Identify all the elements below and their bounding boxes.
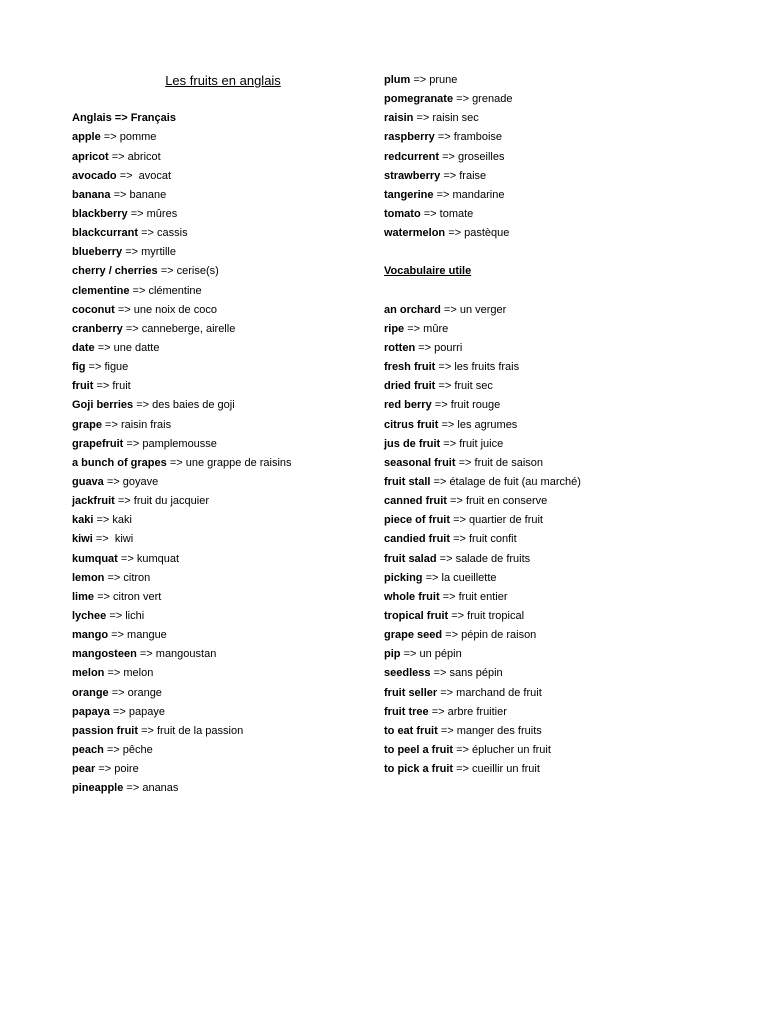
english-term: jus de fruit: [384, 437, 441, 450]
english-term: grape seed: [384, 629, 443, 642]
arrow-separator: =>: [95, 533, 109, 546]
english-term: tomato: [384, 207, 421, 220]
arrow-separator: =>: [425, 571, 439, 584]
list-item: [384, 492, 714, 511]
french-translation: ananas: [142, 782, 179, 795]
arrow-separator: =>: [443, 303, 457, 316]
english-term: fruit salad: [384, 552, 437, 565]
arrow-separator: =>: [456, 93, 469, 106]
french-translation: les fruits frais: [454, 361, 520, 374]
fruit-list-continued: [384, 71, 714, 243]
arrow-separator: =>: [107, 571, 121, 584]
arrow-separator: =>: [111, 150, 125, 163]
arrow-separator: =>: [96, 514, 110, 527]
list-item: [72, 301, 372, 320]
arrow-separator: =>: [423, 207, 437, 220]
arrow-separator: =>: [132, 284, 146, 297]
list-item: [72, 664, 372, 683]
french-translation: orange: [127, 686, 162, 699]
english-term: ripe: [384, 322, 405, 335]
list-item: [72, 205, 372, 224]
list-item: [72, 607, 372, 626]
english-term: pear: [72, 763, 96, 776]
arrow-separator: =>: [169, 456, 183, 469]
english-term: avocado: [72, 169, 117, 182]
arrow-separator: =>: [105, 418, 118, 431]
fruit-list: [72, 128, 372, 798]
list-item: [72, 243, 372, 262]
list-item: [384, 435, 714, 454]
spacer: [384, 243, 714, 262]
english-term: date: [72, 341, 95, 354]
list-item: [384, 454, 714, 473]
list-item: [72, 148, 372, 167]
french-translation: lichi: [125, 609, 145, 622]
arrow-separator: =>: [453, 533, 466, 546]
list-item: [384, 339, 714, 358]
arrow-separator: =>: [125, 246, 139, 259]
arrow-separator: =>: [403, 648, 417, 661]
french-translation: mangoustan: [155, 648, 217, 661]
english-term: jackfruit: [72, 495, 115, 508]
list-item: [384, 205, 714, 224]
arrow-separator: =>: [136, 399, 150, 412]
list-item: [72, 511, 372, 530]
arrow-separator: =>: [440, 686, 454, 699]
french-translation: éplucher un fruit: [472, 743, 551, 756]
french-translation: fruit: [112, 380, 131, 393]
english-term: to eat fruit: [384, 724, 438, 737]
english-term: rotten: [384, 341, 416, 354]
english-term: redcurrent: [384, 150, 440, 163]
french-translation: pastèque: [464, 227, 510, 240]
english-term: blueberry: [72, 246, 123, 259]
list-item: [72, 358, 372, 377]
french-translation: arbre fruitier: [447, 705, 507, 718]
english-term: seedless: [384, 667, 431, 680]
french-translation: salade de fruits: [455, 552, 531, 565]
english-term: banana: [72, 188, 111, 201]
english-term: plum: [384, 74, 411, 86]
list-item: [72, 186, 372, 205]
french-translation: fruit de saison: [474, 456, 543, 469]
arrow-separator: =>: [439, 552, 453, 565]
spacer: [72, 90, 372, 109]
list-item: [384, 301, 714, 320]
english-term: blackberry: [72, 207, 128, 220]
arrow-separator: =>: [111, 629, 124, 642]
english-term: coconut: [72, 303, 115, 316]
english-term: kiwi: [72, 533, 93, 546]
arrow-separator: =>: [438, 361, 452, 374]
english-term: lemon: [72, 571, 105, 584]
english-term: red berry: [384, 399, 432, 412]
english-term: citrus fruit: [384, 418, 439, 431]
list-item: [384, 550, 714, 569]
arrow-separator: =>: [107, 667, 121, 680]
french-translation: les agrumes: [457, 418, 518, 431]
french-translation: banane: [129, 188, 167, 201]
english-term: fig: [72, 361, 86, 374]
arrow-separator: =>: [458, 456, 472, 469]
french-translation: marchand de fruit: [456, 686, 542, 699]
english-term: mangosteen: [72, 648, 137, 661]
arrow-separator: =>: [456, 763, 469, 776]
list-item: [384, 224, 714, 243]
list-item: [72, 128, 372, 147]
arrow-separator: =>: [434, 399, 448, 412]
french-translation: mûres: [146, 207, 178, 220]
french-translation: fruit du jacquier: [133, 495, 209, 508]
french-translation: cueillir un fruit: [472, 763, 540, 776]
english-term: watermelon: [384, 227, 446, 240]
list-item: [384, 396, 714, 415]
arrow-separator: =>: [413, 74, 427, 86]
english-term: blackcurrant: [72, 227, 139, 240]
list-item: [72, 416, 372, 435]
english-term: fresh fruit: [384, 361, 436, 374]
french-translation: kumquat: [136, 552, 180, 565]
english-term: orange: [72, 686, 109, 699]
english-term: peach: [72, 743, 104, 756]
french-translation: fruit juice: [459, 437, 504, 450]
french-translation: mangue: [127, 629, 167, 642]
english-term: tropical fruit: [384, 609, 449, 622]
english-term: papaya: [72, 705, 110, 718]
spacer: [384, 282, 714, 301]
arrow-separator: =>: [120, 552, 134, 565]
list-item: [72, 760, 372, 779]
arrow-separator: =>: [436, 188, 450, 201]
french-translation: fruit en conserve: [465, 495, 548, 508]
arrow-separator: =>: [448, 227, 462, 240]
list-item: [384, 186, 714, 205]
english-term: a bunch of grapes: [72, 456, 167, 469]
list-item: [384, 109, 714, 128]
english-term: strawberry: [384, 169, 441, 182]
arrow-separator: =>: [433, 475, 447, 488]
list-item: [72, 569, 372, 588]
arrow-separator: =>: [442, 590, 456, 603]
arrow-separator: =>: [433, 667, 447, 680]
french-translation: pomme: [119, 131, 157, 144]
arrow-separator: =>: [111, 686, 125, 699]
french-translation: grenade: [472, 93, 513, 106]
french-translation: cerise(s): [176, 265, 219, 278]
list-item: [384, 569, 714, 588]
english-term: fruit seller: [384, 686, 438, 699]
page-title: Les fruits en anglais: [165, 73, 281, 88]
english-term: apricot: [72, 150, 109, 163]
list-item: [72, 703, 372, 722]
arrow-separator: =>: [431, 705, 445, 718]
list-item: [384, 167, 714, 186]
arrow-separator: =>: [443, 437, 457, 450]
left-column: [72, 71, 372, 798]
list-item: [72, 492, 372, 511]
list-item: [384, 320, 714, 339]
list-item: [384, 128, 714, 147]
french-translation: fraise: [459, 169, 487, 182]
list-item: [384, 358, 714, 377]
arrow-separator: =>: [103, 131, 117, 144]
arrow-separator: =>: [438, 380, 452, 393]
list-item: [72, 645, 372, 664]
english-term: mango: [72, 629, 109, 642]
english-term: Goji berries: [72, 399, 134, 412]
english-term: melon: [72, 667, 105, 680]
list-item: [72, 454, 372, 473]
list-item: [384, 71, 714, 90]
column-header: Anglais => Français: [72, 112, 176, 125]
list-item: [384, 511, 714, 530]
french-translation: raisin frais: [120, 418, 172, 431]
arrow-separator: =>: [456, 743, 469, 756]
list-item: [72, 741, 372, 760]
english-term: dried fruit: [384, 380, 436, 393]
english-term: an orchard: [384, 303, 441, 316]
french-translation: citron vert: [113, 590, 162, 603]
english-term: picking: [384, 571, 423, 584]
english-term: whole fruit: [384, 590, 440, 603]
list-item: [72, 626, 372, 645]
list-item: [384, 588, 714, 607]
french-translation: myrtille: [141, 246, 176, 259]
french-translation: papaye: [128, 705, 165, 718]
french-translation: sans pépin: [449, 667, 503, 680]
french-translation: citron: [123, 571, 151, 584]
english-term: pineapple: [72, 782, 124, 795]
french-translation: une grappe de raisins: [185, 456, 292, 469]
english-term: fruit: [72, 380, 94, 393]
english-term: clementine: [72, 284, 130, 297]
list-item: [72, 722, 372, 741]
french-translation: poire: [114, 763, 139, 776]
english-term: candied fruit: [384, 533, 451, 546]
french-translation: melon: [123, 667, 154, 680]
list-item: [72, 377, 372, 396]
list-item: [72, 530, 372, 549]
english-term: tangerine: [384, 188, 434, 201]
list-item: [384, 741, 714, 760]
arrow-separator: =>: [440, 724, 454, 737]
arrow-separator: =>: [445, 629, 459, 642]
arrow-separator: =>: [125, 322, 139, 335]
arrow-separator: =>: [113, 188, 127, 201]
french-translation: pamplemousse: [142, 437, 217, 450]
french-translation: figue: [104, 361, 129, 374]
english-term: to peel a fruit: [384, 743, 454, 756]
french-translation: fruit tropical: [467, 609, 525, 622]
french-translation: un pépin: [419, 648, 462, 661]
english-term: grape: [72, 418, 102, 431]
french-translation: abricot: [127, 150, 161, 163]
right-column: [384, 71, 714, 779]
vocab-heading: Vocabulaire utile: [384, 265, 472, 278]
list-item: [384, 530, 714, 549]
english-term: pomegranate: [384, 93, 454, 106]
french-translation: pépin de raison: [461, 629, 537, 642]
list-item: [72, 167, 372, 186]
list-item: [384, 377, 714, 396]
french-translation: fruit sec: [454, 380, 493, 393]
arrow-separator: =>: [109, 609, 123, 622]
arrow-separator: =>: [98, 763, 112, 776]
arrow-separator: =>: [450, 495, 463, 508]
french-translation: fruit entier: [458, 590, 508, 603]
list-item: [72, 224, 372, 243]
list-item: [72, 435, 372, 454]
arrow-separator: =>: [119, 169, 133, 182]
list-item: [72, 396, 372, 415]
french-translation: canneberge, airelle: [141, 322, 236, 335]
french-translation: kiwi: [111, 533, 134, 546]
french-translation: groseilles: [458, 150, 505, 163]
list-item: [72, 550, 372, 569]
english-term: to pick a fruit: [384, 763, 454, 776]
arrow-separator: =>: [88, 361, 102, 374]
english-term: guava: [72, 475, 104, 488]
french-translation: clémentine: [148, 284, 202, 297]
list-item: [384, 703, 714, 722]
french-translation: une noix de coco: [133, 303, 217, 316]
english-term: raisin: [384, 112, 414, 125]
list-item: [72, 320, 372, 339]
list-item: [384, 760, 714, 779]
french-translation: pêche: [122, 743, 153, 756]
list-item: [384, 607, 714, 626]
french-translation: mandarine: [452, 188, 505, 201]
list-item: [384, 626, 714, 645]
arrow-separator: =>: [106, 743, 120, 756]
arrow-separator: =>: [442, 150, 455, 163]
french-translation: avocat: [135, 169, 172, 182]
list-item: [72, 779, 372, 798]
french-translation: goyave: [122, 475, 159, 488]
english-term: lime: [72, 590, 95, 603]
english-term: pip: [384, 648, 401, 661]
arrow-separator: =>: [443, 169, 457, 182]
arrow-separator: =>: [141, 227, 154, 240]
arrow-separator: =>: [160, 265, 174, 278]
arrow-separator: =>: [416, 112, 430, 125]
list-item: [72, 473, 372, 492]
french-translation: des baies de goji: [152, 399, 235, 412]
arrow-separator: =>: [407, 322, 421, 335]
french-translation: raisin sec: [432, 112, 479, 125]
french-translation: prune: [429, 74, 458, 86]
list-item: [384, 416, 714, 435]
french-translation: quartier de fruit: [469, 514, 543, 527]
list-item: [384, 645, 714, 664]
english-term: lychee: [72, 609, 107, 622]
french-translation: une datte: [113, 341, 160, 354]
arrow-separator: =>: [126, 437, 140, 450]
french-translation: framboise: [453, 131, 503, 144]
list-item: [384, 473, 714, 492]
list-item: [72, 262, 372, 281]
french-translation: tomate: [439, 207, 474, 220]
french-translation: la cueillette: [441, 571, 497, 584]
arrow-separator: =>: [453, 514, 466, 527]
english-term: raspberry: [384, 131, 435, 144]
arrow-separator: =>: [106, 475, 120, 488]
arrow-separator: =>: [126, 782, 140, 795]
french-translation: étalage de fuit (au marché): [449, 475, 581, 488]
french-translation: cassis: [157, 227, 188, 240]
english-term: kaki: [72, 514, 94, 527]
arrow-separator: =>: [112, 705, 126, 718]
arrow-separator: =>: [117, 303, 131, 316]
french-translation: mûre: [423, 322, 449, 335]
english-term: passion fruit: [72, 724, 139, 737]
list-item: [72, 588, 372, 607]
list-item: [72, 339, 372, 358]
english-term: piece of fruit: [384, 514, 451, 527]
english-term: cranberry: [72, 322, 123, 335]
arrow-separator: =>: [117, 495, 131, 508]
french-translation: manger des fruits: [456, 724, 542, 737]
english-term: apple: [72, 131, 101, 144]
arrow-separator: =>: [437, 131, 451, 144]
arrow-separator: =>: [139, 648, 153, 661]
arrow-separator: =>: [97, 590, 110, 603]
list-item: [384, 90, 714, 109]
arrow-separator: =>: [418, 341, 432, 354]
list-item: [72, 684, 372, 703]
list-item: [384, 148, 714, 167]
list-item: [384, 664, 714, 683]
french-translation: fruit confit: [469, 533, 517, 546]
arrow-separator: =>: [441, 418, 455, 431]
arrow-separator: =>: [96, 380, 110, 393]
arrow-separator: =>: [130, 207, 144, 220]
list-item: [72, 282, 372, 301]
english-term: seasonal fruit: [384, 456, 456, 469]
french-translation: fruit rouge: [450, 399, 501, 412]
list-item: [384, 684, 714, 703]
arrow-separator: =>: [451, 609, 465, 622]
french-translation: pourri: [434, 341, 463, 354]
english-term: cherry / cherries: [72, 265, 158, 278]
english-term: fruit stall: [384, 475, 431, 488]
french-translation: kaki: [112, 514, 132, 527]
arrow-separator: =>: [141, 724, 154, 737]
vocab-list: [384, 301, 714, 780]
arrow-separator: =>: [97, 341, 111, 354]
english-term: kumquat: [72, 552, 118, 565]
list-item: [384, 722, 714, 741]
english-term: grapefruit: [72, 437, 124, 450]
french-translation: un verger: [459, 303, 507, 316]
english-term: canned fruit: [384, 495, 447, 508]
french-translation: fruit de la passion: [157, 724, 244, 737]
english-term: fruit tree: [384, 705, 429, 718]
